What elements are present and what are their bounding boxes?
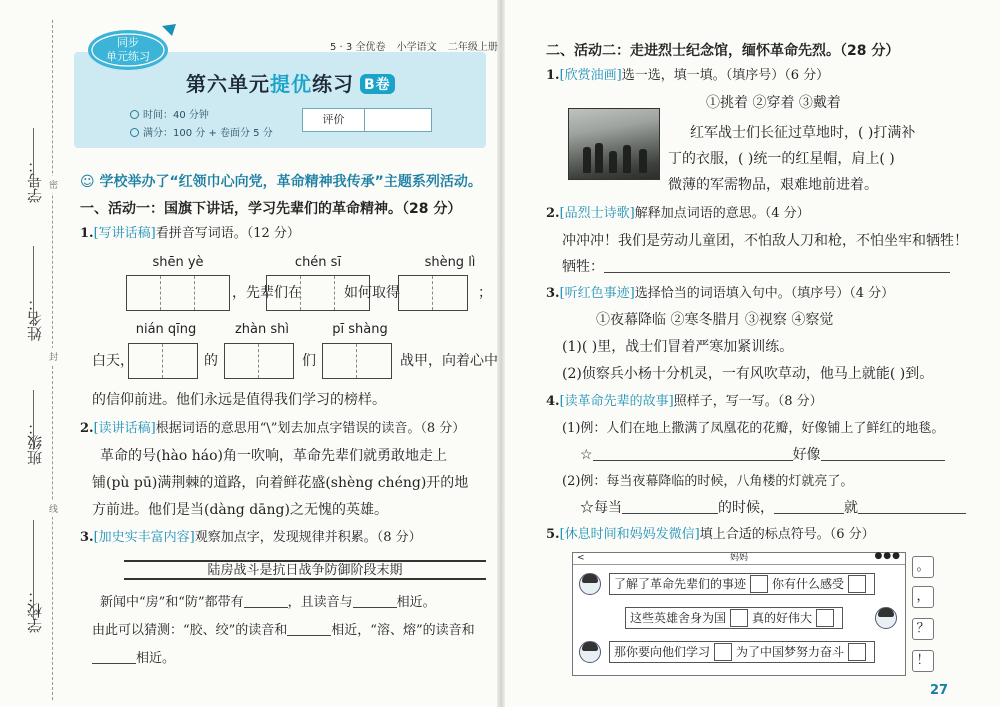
chat-bubble-3: 那你要向他们学习 为了中国梦努力奋斗 [609,641,875,663]
punct-exclaim[interactable]: ！ [912,650,934,672]
a1-q2-line3: 方前进。他们是当(dàng dāng)之无愧的英雄。 [92,502,388,518]
time-limit: 时间：40 分钟 [130,106,209,121]
punct-box-2[interactable] [848,575,866,593]
more-icon: ●●● [874,551,901,561]
b-paper-tag: B卷 [360,74,395,94]
blank-w2c[interactable] [858,500,966,514]
a1-q2-line2: 铺(pù pū)满荆棘的道路，向着鲜花盛(shèng chéng)开的地 [92,475,469,491]
pinyin-chensi: chén sī [294,255,342,270]
a2-q3-options: ①夜幕降临 ②寒冬腊月 ③视察 ④察觉 [596,312,834,328]
punct-box-5[interactable] [714,643,732,661]
pinyin-nianqing: nián qīng [135,322,197,337]
pinyin-zhanshi: zhàn shì [234,322,290,337]
binding-margin [0,0,68,707]
q1-text-4: 白天， [92,353,134,369]
class-label: 班级： [26,420,44,465]
chat-bubble-2: 这些英雄舍身为国 真的好伟大 [625,607,843,629]
theme-line: ☺ 学校举办了“红领巾心向党，革命精神我传承”主题系列活动。 [80,174,482,190]
pinyin-pishang: pī shàng [332,322,388,337]
wechat-window [572,552,906,676]
student-id-blank[interactable] [33,128,34,188]
book-subject: 小学语文 [396,42,437,53]
a2-q4-prompt: 4.[读革命先辈的故事]照样子，写一写。（8 分） [546,394,823,409]
student-name-blank[interactable] [33,246,34,326]
news-headline: 陆房战斗是抗日战争防御阶段末期 [124,560,486,580]
a1-q3-line3: 相近。 [92,650,175,668]
student-id-label: 学号： [26,158,44,203]
full-score: 满分：100 分 + 卷面分 5 分 [130,124,273,139]
write-box-3[interactable] [398,275,468,311]
school-label: 学校： [26,588,44,633]
pinyin-shenye: shēn yè [152,255,204,270]
seal-mark-feng: 封 [49,348,58,365]
a2-q5-prompt: 5.[休息时间和妈妈发微信]填上合适的标点符号。（6 分） [546,527,875,542]
punct-period[interactable]: 。 [912,556,934,578]
chat-bubble-1: 了解了革命先辈们的事迹 你有什么感受 [609,573,875,595]
a2-q2-prompt: 2.[品烈士诗歌]解释加点词语的意思。（4 分） [546,206,810,221]
a2-q4-example1: (1)例：人们在地上撒满了凤凰花的花瓣，好像铺上了鲜红的地毯。 [562,421,945,436]
q1-text-2: 如何取得 [344,285,400,301]
blank-1[interactable] [244,594,288,608]
punct-box-6[interactable] [848,643,866,661]
badge-line1: 同步 [117,36,139,49]
a1-q3-line1: 新闻中“房”和“防”都带有 ，且读音与 相近。 [100,595,436,610]
write-box-6[interactable] [322,343,392,379]
seal-mark-mi: 密 [49,176,58,193]
a2-q1-options: ①挑着 ②穿着 ③戴着 [706,95,841,111]
a2-q1-prompt: 1.[欣赏油画]选一选，填一填。（填序号）（6 分） [546,68,830,83]
sync-practice-badge [84,22,182,74]
blank-w1a[interactable] [593,447,793,461]
write-box-5[interactable] [224,343,294,379]
a2-q1-para2: 丁的衣服，( )统一的红星帽，肩上( ) [668,151,895,167]
q1-text-3: ； [478,285,492,301]
a2-q2-answer: 牺牲： [562,258,950,276]
page-number: 27 [930,683,949,698]
write-box-4[interactable] [128,343,198,379]
a2-q3-sentence2: (2)侦察兵小杨十分机灵，一有风吹草动，他马上就能( )到。 [562,366,934,382]
unit-title: 第六单元提优练习 B卷 [186,68,395,97]
q1-text-6: 们 [302,353,316,369]
activity2-heading: 二、活动二：走进烈士纪念馆，缅怀革命先烈。（28 分） [546,43,900,59]
score-cell[interactable] [365,109,431,131]
punct-box-3[interactable] [730,609,748,627]
book-grade: 二年级上册 [447,42,498,53]
a1-q2-line1: 革命的号(hào háo)角一吹响，革命先辈们就勇敢地走上 [100,448,447,464]
blank-3[interactable] [287,622,331,636]
class-blank[interactable] [33,390,34,450]
a2-q3-prompt: 3.[听红色事迹]选择恰当的词语填入句中。（填序号）（4 分） [546,286,895,301]
a2-q1-para3: 微薄的军需物品，艰难地前进着。 [668,177,878,193]
activity1-heading: 一、活动一：国旗下讲话，学习先辈们的革命精神。（28 分） [80,201,462,217]
a2-q4-write1: ☆ 好像 [580,446,945,464]
long-march-painting [568,108,660,180]
a2-q3-sentence1: (1)( )里，战士们冒着严寒加紧训练。 [562,339,794,355]
seal-mark-xian: 线 [49,500,58,517]
score-box [302,108,432,132]
q1-text-1: ，先辈们在 [232,285,302,301]
book-series: 5 · 3 全优卷 [330,42,386,53]
blank-w1b[interactable] [821,447,945,461]
school-blank[interactable] [33,520,34,620]
badge-line2: 单元练习 [106,50,150,63]
punct-question[interactable]: ？ [912,618,934,640]
a2-q4-example2: (2)例：每当夜幕降临的时候，八角楼的灯就亮了。 [562,474,854,489]
a1-q3-line2: 由此可以猜测：“胶、绞”的读音和 相近，“溶、熔”的读音和 [92,623,475,638]
q1-text-7: 战甲，向着心中 [400,353,498,369]
pinyin-shengli: shèng lì [424,255,476,270]
avatar-mom [579,573,601,595]
punct-comma[interactable]: ， [912,586,934,608]
avatar-mom-2 [579,641,601,663]
a2-q1-para1: 红军战士们长征过草地时，( )打满补 [690,125,916,141]
q1-text-5: 的 [204,353,218,369]
a1-q3-prompt: 3.[加史实丰富内容]观察加点字，发现规律并积累。（8 分） [80,530,422,545]
a1-q1-prompt: 1.[写讲话稿]看拼音写词语。（12 分） [80,226,300,241]
blank-w2b[interactable] [774,500,844,514]
q1-text-8: 的信仰前进。他们永远是值得我们学习的榜样。 [92,392,386,408]
write-box-1[interactable] [126,275,230,311]
clock-icon [130,110,139,119]
punct-box-1[interactable] [750,575,768,593]
punct-box-4[interactable] [816,609,834,627]
avatar-child [875,607,897,629]
blank-2[interactable] [353,594,397,608]
a2-q4-write2: ☆每当 的时候， 就 [580,499,966,517]
blank-xisheng[interactable] [604,259,950,273]
blank-4[interactable] [92,650,136,664]
check-icon [130,128,139,137]
page-fold [497,0,505,707]
blank-w2a[interactable] [622,500,718,514]
score-label: 评价 [303,109,365,131]
chat-title-bar: < 妈妈 ●●● [573,553,905,565]
a2-q2-poem: 冲冲冲！我们是劳动儿童团，不怕敌人刀和枪，不怕坐牢和牺牲！ [562,233,968,249]
back-icon: < [577,553,585,563]
book-info [330,38,506,53]
a1-q2-prompt: 2.[读讲话稿]根据词语的意思用“\”划去加点字错误的读音。（8 分） [80,421,466,436]
student-name-label: 姓名： [26,296,44,341]
